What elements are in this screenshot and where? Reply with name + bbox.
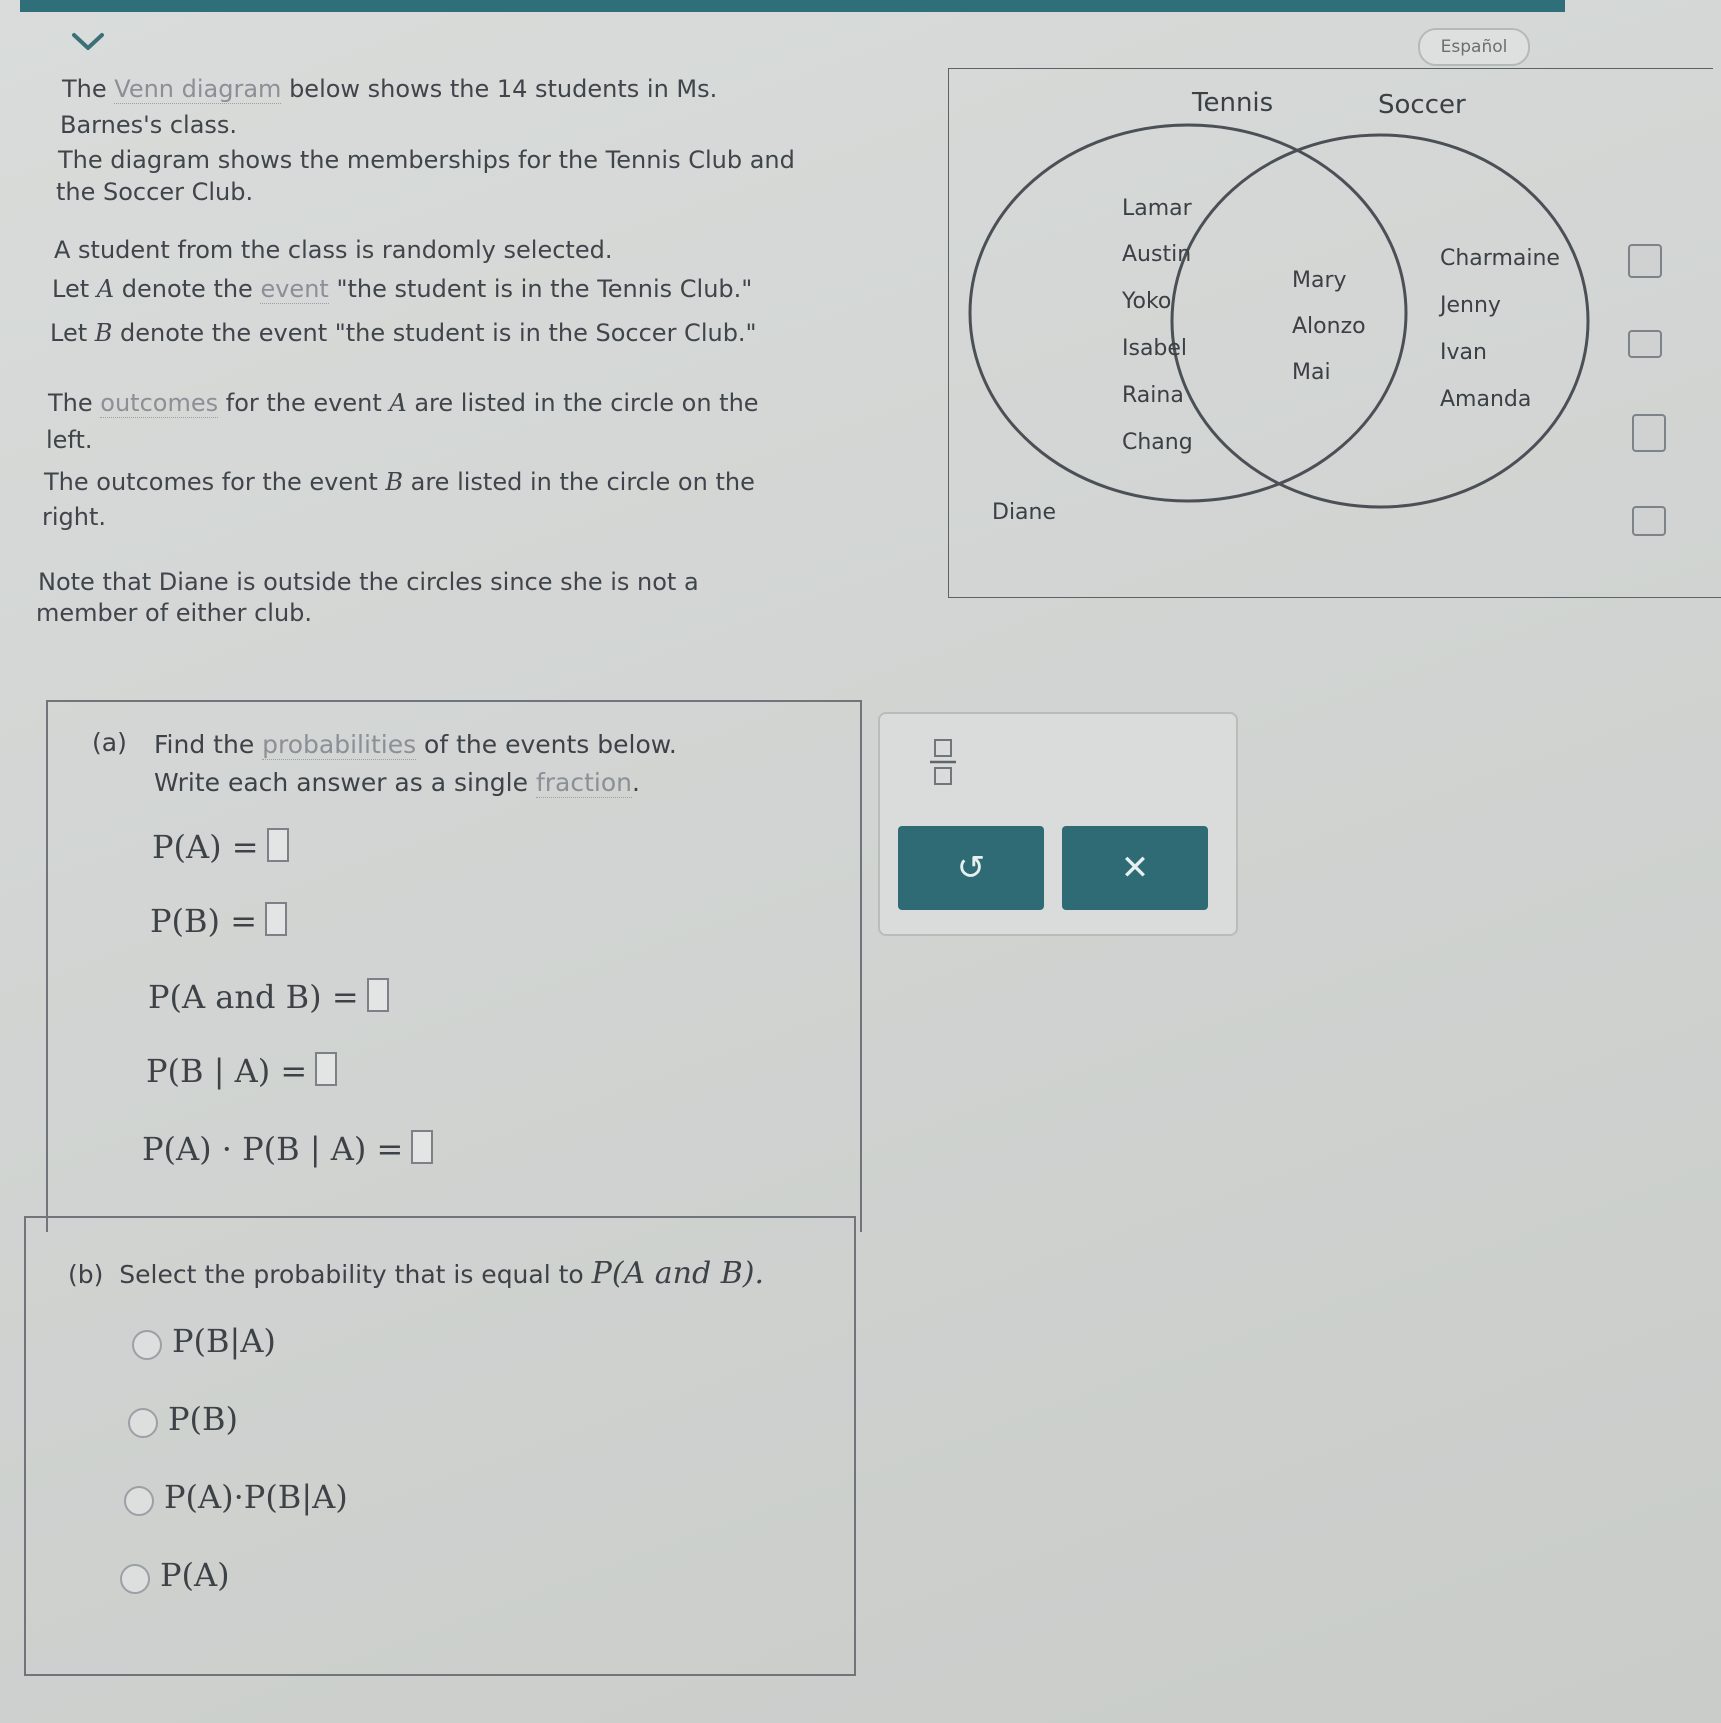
fraction-link[interactable]: fraction: [535, 768, 632, 797]
intro-text: Let: [50, 319, 95, 347]
equation-product: [142, 1130, 433, 1168]
radio-option-3[interactable]: [124, 1486, 154, 1516]
answer-input-product[interactable]: [411, 1130, 433, 1164]
venn-diagram: [948, 68, 1721, 598]
outcomes-link[interactable]: outcomes: [100, 389, 219, 417]
variable-a: A: [96, 275, 115, 303]
answer-input-p-a-and-b[interactable]: [367, 978, 389, 1012]
chevron-down-icon[interactable]: [66, 26, 110, 56]
instruction-text: Find the: [154, 730, 263, 759]
probabilities-link[interactable]: probabilities: [262, 730, 417, 759]
event-link[interactable]: event: [260, 275, 329, 303]
intro-text: for the event: [218, 389, 390, 417]
part-a-instruction-1: [154, 730, 677, 759]
video-icon[interactable]: [1628, 330, 1662, 358]
intro-paragraph-1: [62, 74, 717, 104]
venn-diagram-link[interactable]: Venn diagram: [114, 75, 282, 103]
part-b-prompt: Select the probability that is equal to: [119, 1260, 592, 1289]
intro-text: denote the: [114, 275, 261, 303]
option-3-label[interactable]: P(A)·P(B|A): [164, 1478, 348, 1516]
soccer-label: Soccer: [1378, 90, 1466, 120]
answer-input-p-b-given-a[interactable]: [315, 1052, 337, 1086]
instruction-text: of the events below.: [416, 730, 677, 759]
mail-icon[interactable]: [1632, 506, 1666, 536]
equation-p-a: [152, 828, 289, 866]
intro-paragraph-7: [44, 467, 755, 497]
intro-text: are listed in the circle on the: [403, 468, 755, 496]
equation-text: P(A and B) =: [148, 978, 359, 1016]
venn-name-diane: Diane: [992, 500, 1057, 525]
intro-paragraph-8-cont: member of either club.: [36, 599, 313, 627]
fraction-template-icon[interactable]: [928, 734, 958, 790]
equation-text: P(B) =: [150, 902, 257, 940]
equation-text: P(A) =: [152, 828, 259, 866]
intro-paragraph-2-cont: the Soccer Club.: [56, 178, 254, 206]
intro-paragraph-6: [48, 388, 759, 418]
equation-text: P(B | A) =: [146, 1052, 308, 1090]
intro-text: The outcomes for the event: [44, 468, 386, 496]
venn-name-ivan: Ivan: [1440, 340, 1487, 365]
intro-text: Let: [52, 275, 97, 303]
intro-text: below shows the 14 students in Ms.: [281, 75, 718, 103]
intro-paragraph-4: [52, 274, 752, 304]
radio-option-4[interactable]: [120, 1564, 150, 1594]
radio-option-1[interactable]: [132, 1330, 162, 1360]
part-b-question: [68, 1256, 764, 1291]
venn-name-alonzo: Alonzo: [1292, 314, 1366, 339]
answer-input-p-b[interactable]: [265, 902, 287, 936]
equation-p-a-and-b: [148, 978, 389, 1016]
intro-text: denote the event "the student is in the Soccer Club.": [112, 319, 757, 347]
intro-text: The: [62, 75, 115, 103]
intro-paragraph-2: The diagram shows the memberships for the Tennis Club and: [58, 146, 795, 174]
language-button[interactable]: Español: [1418, 28, 1530, 66]
instruction-text: .: [632, 768, 640, 797]
answer-input-p-a[interactable]: [267, 828, 289, 862]
part-a-label: (a): [92, 728, 127, 757]
clear-button[interactable]: ✕: [1062, 826, 1208, 910]
soccer-circle: [1172, 135, 1588, 507]
top-progress-bar: [20, 0, 1565, 12]
equation-p-b-given-a: [146, 1052, 337, 1090]
variable-a: A: [389, 389, 407, 417]
instruction-text: Write each answer as a single: [154, 768, 536, 797]
venn-name-raina: Raina: [1122, 383, 1184, 408]
variable-b: B: [385, 468, 403, 496]
intro-paragraph-1-cont: Barnes's class.: [60, 111, 238, 139]
venn-name-austin: Austin: [1122, 242, 1192, 267]
intro-paragraph-8: Note that Diane is outside the circles since she is not a: [38, 568, 699, 596]
part-b-prompt-math: P(A and B).: [591, 1256, 764, 1291]
venn-name-jenny: Jenny: [1440, 293, 1501, 318]
venn-name-lamar: Lamar: [1122, 196, 1192, 221]
venn-name-mai: Mai: [1292, 360, 1331, 385]
venn-name-charmaine: Charmaine: [1440, 246, 1560, 271]
option-2-label[interactable]: P(B): [168, 1400, 239, 1438]
equation-p-b: [150, 902, 287, 940]
variable-b: B: [94, 319, 113, 347]
part-a-panel: [46, 700, 862, 1232]
venn-name-isabel: Isabel: [1122, 336, 1188, 361]
intro-paragraph-3: A student from the class is randomly selected.: [54, 236, 613, 264]
venn-name-mary: Mary: [1292, 268, 1347, 293]
intro-paragraph-7-cont: right.: [42, 503, 107, 531]
tennis-label: Tennis: [1192, 88, 1274, 118]
venn-name-amanda: Amanda: [1440, 387, 1532, 412]
intro-paragraph-5: [50, 318, 757, 348]
option-1-label[interactable]: P(B|A): [172, 1322, 276, 1360]
intro-text: "the student is in the Tennis Club.": [328, 275, 753, 303]
undo-button[interactable]: ↺: [898, 826, 1044, 910]
intro-text: are listed in the circle on the: [406, 389, 759, 417]
calculator-icon[interactable]: [1628, 244, 1662, 278]
venn-name-yoko: Yoko: [1122, 289, 1172, 314]
answer-keypad: [878, 712, 1238, 936]
intro-paragraph-6-cont: left.: [46, 426, 93, 454]
equation-text: P(A) · P(B | A) =: [142, 1130, 404, 1168]
option-4-label[interactable]: P(A): [160, 1556, 230, 1594]
part-a-instruction-2: [154, 768, 640, 797]
part-b-label: (b): [68, 1260, 104, 1289]
radio-option-2[interactable]: [128, 1408, 158, 1438]
venn-name-chang: Chang: [1122, 430, 1193, 455]
part-b-panel: [24, 1216, 856, 1676]
book-icon[interactable]: [1632, 414, 1666, 452]
intro-text: The: [48, 389, 101, 417]
